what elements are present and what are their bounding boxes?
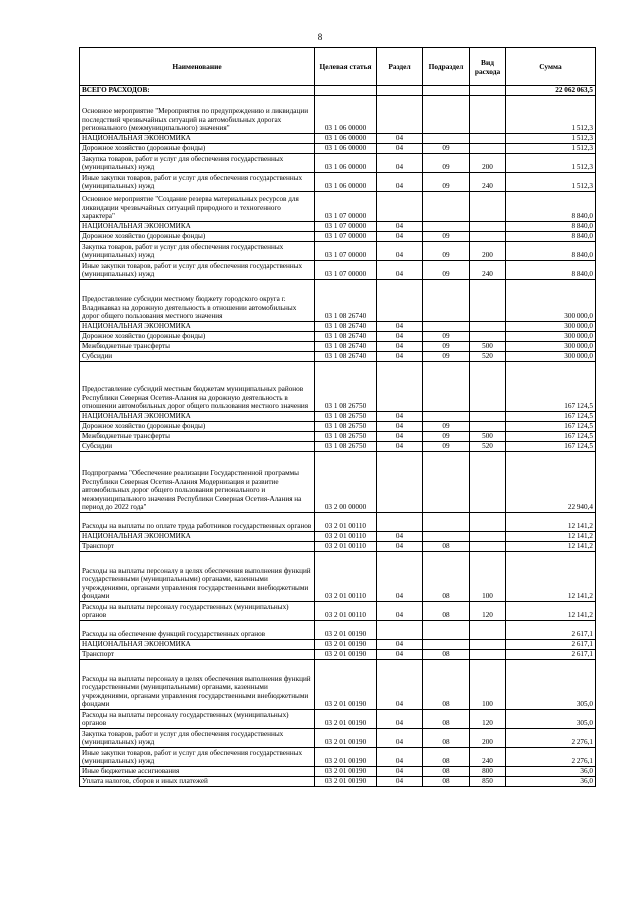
cell-name: Субсидии xyxy=(80,352,315,362)
cell-podrazdel xyxy=(423,134,470,144)
cell-sum: 1 512,3 xyxy=(506,173,596,192)
table-row xyxy=(80,542,596,552)
cell-vid: 240 xyxy=(470,173,506,192)
cell-name: Расходы на выплаты персоналу государственных (муниципальных) органов xyxy=(80,602,315,621)
cell-podrazdel xyxy=(423,640,470,650)
table-row xyxy=(80,532,596,542)
cell-razdel: 04 xyxy=(377,748,423,767)
table-row xyxy=(80,442,596,452)
cell-sum: 300 000,0 xyxy=(506,352,596,362)
cell-name: Дорожное хозяйство (дорожные фонды) xyxy=(80,232,315,242)
header-razdel: Раздел xyxy=(377,48,423,86)
cell-razdel: 04 xyxy=(377,432,423,442)
cell-razdel: 04 xyxy=(377,154,423,173)
cell-sum: 300 000,0 xyxy=(506,332,596,342)
cell-podrazdel xyxy=(423,96,470,134)
cell-code: 03 2 01 00110 xyxy=(315,602,377,621)
table-row xyxy=(80,96,596,134)
table-row xyxy=(80,513,596,532)
cell-code: 03 1 07 00000 xyxy=(315,192,377,222)
cell-podrazdel: 08 xyxy=(423,650,470,660)
cell-podrazdel: 08 xyxy=(423,777,470,787)
cell-code: 03 2 01 00190 xyxy=(315,660,377,710)
cell-vid xyxy=(470,412,506,422)
cell-code: 03 2 01 00110 xyxy=(315,552,377,602)
cell-name: Расходы на выплаты персоналу в целях обеспечения выполнения функций государственными (муниципальными) органами, казенными учреждениями, органами управления государственными внебюджетными фондами xyxy=(80,660,315,710)
table-row xyxy=(80,452,596,513)
cell-razdel: 04 xyxy=(377,222,423,232)
cell-name: НАЦИОНАЛЬНАЯ ЭКОНОМИКА xyxy=(80,640,315,650)
cell-sum: 305,0 xyxy=(506,660,596,710)
cell-name: Межбюджетные трансферты xyxy=(80,342,315,352)
header-code: Целевая статья xyxy=(315,48,377,86)
cell-razdel: 04 xyxy=(377,729,423,748)
cell-podrazdel: 09 xyxy=(423,173,470,192)
cell-razdel xyxy=(377,621,423,640)
cell-vid xyxy=(470,222,506,232)
cell-vid xyxy=(470,542,506,552)
cell-code: 03 1 06 00000 xyxy=(315,96,377,134)
table-body xyxy=(80,86,596,787)
cell-podrazdel xyxy=(423,86,470,96)
cell-vid xyxy=(470,144,506,154)
cell-code: 03 2 01 00190 xyxy=(315,650,377,660)
cell-razdel: 04 xyxy=(377,602,423,621)
cell-razdel: 04 xyxy=(377,412,423,422)
cell-podrazdel xyxy=(423,192,470,222)
cell-podrazdel: 09 xyxy=(423,154,470,173)
table-row xyxy=(80,767,596,777)
table-row xyxy=(80,660,596,710)
cell-vid xyxy=(470,650,506,660)
cell-vid xyxy=(470,232,506,242)
cell-razdel: 04 xyxy=(377,134,423,144)
cell-razdel: 04 xyxy=(377,542,423,552)
cell-podrazdel xyxy=(423,452,470,513)
cell-vid: 200 xyxy=(470,729,506,748)
cell-sum: 167 124,5 xyxy=(506,432,596,442)
cell-code: 03 2 01 00190 xyxy=(315,710,377,729)
cell-code: 03 2 01 00110 xyxy=(315,513,377,532)
cell-vid: 240 xyxy=(470,748,506,767)
table-row xyxy=(80,86,596,96)
cell-sum: 36,0 xyxy=(506,767,596,777)
cell-podrazdel: 09 xyxy=(423,232,470,242)
cell-sum: 12 141,2 xyxy=(506,532,596,542)
cell-razdel: 04 xyxy=(377,342,423,352)
cell-vid xyxy=(470,192,506,222)
cell-name: НАЦИОНАЛЬНАЯ ЭКОНОМИКА xyxy=(80,222,315,232)
cell-podrazdel: 09 xyxy=(423,332,470,342)
cell-code: 03 2 01 00190 xyxy=(315,777,377,787)
cell-podrazdel xyxy=(423,322,470,332)
cell-name: Основное мероприятие "Создание резерва материальных ресурсов для ликвидации чрезвычайных ситуаций природного и техногенного характера" xyxy=(80,192,315,222)
cell-razdel: 04 xyxy=(377,242,423,261)
cell-razdel: 04 xyxy=(377,552,423,602)
cell-razdel xyxy=(377,86,423,96)
cell-razdel xyxy=(377,96,423,134)
cell-sum: 36,0 xyxy=(506,777,596,787)
cell-name: Расходы на выплаты персоналу государственных (муниципальных) органов xyxy=(80,710,315,729)
cell-sum: 167 124,5 xyxy=(506,422,596,432)
cell-name: НАЦИОНАЛЬНАЯ ЭКОНОМИКА xyxy=(80,412,315,422)
cell-vid xyxy=(470,513,506,532)
table-header-row xyxy=(80,48,596,86)
table-row xyxy=(80,422,596,432)
cell-name: Субсидии xyxy=(80,442,315,452)
cell-code: 03 1 07 00000 xyxy=(315,222,377,232)
cell-code: 03 1 06 00000 xyxy=(315,173,377,192)
table-row xyxy=(80,621,596,640)
cell-vid xyxy=(470,532,506,542)
cell-podrazdel: 09 xyxy=(423,242,470,261)
cell-podrazdel xyxy=(423,222,470,232)
cell-razdel: 04 xyxy=(377,532,423,542)
cell-podrazdel: 09 xyxy=(423,442,470,452)
cell-vid xyxy=(470,280,506,322)
cell-sum: 8 840,0 xyxy=(506,232,596,242)
cell-sum: 12 141,2 xyxy=(506,513,596,532)
cell-code: 03 1 06 00000 xyxy=(315,154,377,173)
cell-sum: 8 840,0 xyxy=(506,222,596,232)
cell-name: Подпрограмма "Обеспечение реализации Государственной программы Республики Северная Осетия-Алания Модернизация и развитие автомобильных дорог общего пользования регионального и межмуниципального значения Республики Северная Осетия-Алания на период до 2022 года" xyxy=(80,452,315,513)
table-row xyxy=(80,144,596,154)
cell-razdel: 04 xyxy=(377,232,423,242)
table-row xyxy=(80,332,596,342)
cell-code: 03 2 01 00190 xyxy=(315,621,377,640)
cell-vid: 500 xyxy=(470,342,506,352)
cell-code: 03 1 08 26740 xyxy=(315,342,377,352)
cell-code: 03 1 08 26750 xyxy=(315,442,377,452)
header-podrazdel: Подраздел xyxy=(423,48,470,86)
cell-sum: 1 512,3 xyxy=(506,96,596,134)
cell-podrazdel: 09 xyxy=(423,432,470,442)
table-row xyxy=(80,650,596,660)
cell-podrazdel: 09 xyxy=(423,342,470,352)
cell-name: Предоставление субсидий местным бюджетам муниципальных районов Республики Северная Осетия-Алания на дорожную деятельность в отношении автомобильных дорог общего пользования местного значения xyxy=(80,362,315,412)
cell-vid xyxy=(470,362,506,412)
cell-code: 03 1 08 26750 xyxy=(315,362,377,412)
cell-code: 03 1 08 26750 xyxy=(315,422,377,432)
cell-podrazdel xyxy=(423,513,470,532)
table-row xyxy=(80,777,596,787)
cell-vid: 500 xyxy=(470,432,506,442)
cell-vid: 520 xyxy=(470,442,506,452)
cell-razdel: 04 xyxy=(377,332,423,342)
table-row xyxy=(80,154,596,173)
cell-podrazdel: 09 xyxy=(423,352,470,362)
cell-vid: 200 xyxy=(470,242,506,261)
cell-sum: 12 141,2 xyxy=(506,552,596,602)
cell-vid xyxy=(470,621,506,640)
cell-name: Иные бюджетные ассигнования xyxy=(80,767,315,777)
cell-vid: 850 xyxy=(470,777,506,787)
cell-sum: 22 940,4 xyxy=(506,452,596,513)
cell-podrazdel xyxy=(423,532,470,542)
cell-name: Закупка товаров, работ и услуг для обеспечения государственных (муниципальных) нужд xyxy=(80,729,315,748)
cell-name: Межбюджетные трансферты xyxy=(80,432,315,442)
table-row xyxy=(80,640,596,650)
table-row xyxy=(80,173,596,192)
table-row xyxy=(80,322,596,332)
cell-razdel: 04 xyxy=(377,352,423,362)
cell-podrazdel xyxy=(423,362,470,412)
cell-name: Расходы на обеспечение функций государственных органов xyxy=(80,621,315,640)
cell-podrazdel: 08 xyxy=(423,748,470,767)
cell-podrazdel: 08 xyxy=(423,767,470,777)
cell-name: НАЦИОНАЛЬНАЯ ЭКОНОМИКА xyxy=(80,134,315,144)
table-row xyxy=(80,602,596,621)
cell-sum: 12 141,2 xyxy=(506,602,596,621)
cell-code: 03 1 07 00000 xyxy=(315,261,377,280)
cell-razdel: 04 xyxy=(377,710,423,729)
cell-vid xyxy=(470,332,506,342)
cell-razdel: 04 xyxy=(377,777,423,787)
cell-name: Дорожное хозяйство (дорожные фонды) xyxy=(80,144,315,154)
cell-sum: 2 617,1 xyxy=(506,621,596,640)
table-row xyxy=(80,261,596,280)
cell-code: 03 1 08 26750 xyxy=(315,432,377,442)
table-row xyxy=(80,280,596,322)
cell-razdel: 04 xyxy=(377,640,423,650)
cell-code: 03 2 01 00190 xyxy=(315,748,377,767)
cell-sum: 12 141,2 xyxy=(506,542,596,552)
cell-podrazdel: 08 xyxy=(423,602,470,621)
cell-podrazdel: 09 xyxy=(423,422,470,432)
cell-vid xyxy=(470,86,506,96)
cell-name: Транспорт xyxy=(80,650,315,660)
cell-razdel xyxy=(377,280,423,322)
cell-sum: 167 124,5 xyxy=(506,412,596,422)
cell-name: Транспорт xyxy=(80,542,315,552)
cell-vid: 200 xyxy=(470,154,506,173)
cell-podrazdel: 08 xyxy=(423,542,470,552)
cell-sum: 8 840,0 xyxy=(506,192,596,222)
cell-name: Предоставление субсидии местному бюджету городского округа г. Владикавказ на дорожную деятельность в отношении автомобильных дорог общего пользования местного значения xyxy=(80,280,315,322)
cell-code: 03 1 07 00000 xyxy=(315,242,377,261)
cell-sum: 1 512,3 xyxy=(506,154,596,173)
cell-name: НАЦИОНАЛЬНАЯ ЭКОНОМИКА xyxy=(80,532,315,542)
table-row xyxy=(80,342,596,352)
cell-code: 03 2 01 00110 xyxy=(315,532,377,542)
cell-razdel: 04 xyxy=(377,660,423,710)
cell-name: Иные закупки товаров, работ и услуг для обеспечения государственных (муниципальных) нужд xyxy=(80,748,315,767)
cell-code: 03 2 01 00190 xyxy=(315,640,377,650)
table-row xyxy=(80,432,596,442)
cell-sum: 167 124,5 xyxy=(506,442,596,452)
cell-podrazdel xyxy=(423,280,470,322)
cell-razdel: 04 xyxy=(377,144,423,154)
table-row xyxy=(80,242,596,261)
cell-code: 03 1 08 26740 xyxy=(315,332,377,342)
cell-razdel xyxy=(377,362,423,412)
cell-sum: 2 276,1 xyxy=(506,729,596,748)
cell-name: НАЦИОНАЛЬНАЯ ЭКОНОМИКА xyxy=(80,322,315,332)
cell-code: 03 1 06 00000 xyxy=(315,144,377,154)
header-sum: Сумма xyxy=(506,48,596,86)
cell-razdel: 04 xyxy=(377,767,423,777)
cell-vid: 240 xyxy=(470,261,506,280)
table-row xyxy=(80,192,596,222)
cell-name: Расходы на выплаты персоналу в целях обеспечения выполнения функций государственными (муниципальными) органами, казенными учреждениями, органами управления государственными внебюджетными фондами xyxy=(80,552,315,602)
cell-sum: 167 124,5 xyxy=(506,362,596,412)
table-row xyxy=(80,710,596,729)
cell-code: 03 2 01 00110 xyxy=(315,542,377,552)
header-vid: Вид расхода xyxy=(470,48,506,86)
cell-name: Иные закупки товаров, работ и услуг для обеспечения государственных (муниципальных) нужд xyxy=(80,173,315,192)
cell-vid xyxy=(470,134,506,144)
cell-code xyxy=(315,86,377,96)
cell-vid xyxy=(470,422,506,432)
cell-podrazdel: 09 xyxy=(423,144,470,154)
cell-sum: 300 000,0 xyxy=(506,280,596,322)
cell-code: 03 1 08 26750 xyxy=(315,412,377,422)
cell-name: ВСЕГО РАСХОДОВ: xyxy=(80,86,315,96)
cell-sum: 8 840,0 xyxy=(506,242,596,261)
header-name: Наименование xyxy=(80,48,315,86)
cell-code: 03 2 00 00000 xyxy=(315,452,377,513)
cell-podrazdel xyxy=(423,412,470,422)
cell-vid: 100 xyxy=(470,552,506,602)
cell-razdel: 04 xyxy=(377,322,423,332)
cell-sum: 2 617,1 xyxy=(506,650,596,660)
cell-vid xyxy=(470,96,506,134)
cell-vid: 800 xyxy=(470,767,506,777)
table-row xyxy=(80,729,596,748)
cell-code: 03 2 01 00190 xyxy=(315,767,377,777)
table-row xyxy=(80,352,596,362)
cell-vid: 100 xyxy=(470,660,506,710)
cell-code: 03 1 07 00000 xyxy=(315,232,377,242)
cell-sum: 305,0 xyxy=(506,710,596,729)
cell-razdel: 04 xyxy=(377,650,423,660)
cell-sum: 2 276,1 xyxy=(506,748,596,767)
cell-podrazdel: 08 xyxy=(423,660,470,710)
cell-razdel: 04 xyxy=(377,442,423,452)
cell-code: 03 1 08 26740 xyxy=(315,352,377,362)
cell-name: Расходы на выплаты по оплате труда работников государственных органов xyxy=(80,513,315,532)
cell-razdel: 04 xyxy=(377,173,423,192)
cell-code: 03 1 06 00000 xyxy=(315,134,377,144)
cell-podrazdel xyxy=(423,621,470,640)
cell-sum: 300 000,0 xyxy=(506,322,596,332)
table-row xyxy=(80,748,596,767)
cell-razdel: 04 xyxy=(377,422,423,432)
cell-podrazdel: 08 xyxy=(423,710,470,729)
cell-name: Уплата налогов, сборов и иных платежей xyxy=(80,777,315,787)
cell-code: 03 1 08 26740 xyxy=(315,322,377,332)
cell-name: Иные закупки товаров, работ и услуг для обеспечения государственных (муниципальных) нужд xyxy=(80,261,315,280)
cell-vid xyxy=(470,452,506,513)
table-row xyxy=(80,134,596,144)
cell-vid: 520 xyxy=(470,352,506,362)
cell-razdel xyxy=(377,452,423,513)
table-row xyxy=(80,552,596,602)
cell-name: Закупка товаров, работ и услуг для обеспечения государственных (муниципальных) нужд xyxy=(80,242,315,261)
cell-podrazdel: 08 xyxy=(423,552,470,602)
cell-sum: 1 512,3 xyxy=(506,134,596,144)
table-row xyxy=(80,362,596,412)
cell-code: 03 1 08 26740 xyxy=(315,280,377,322)
cell-razdel xyxy=(377,192,423,222)
table-row xyxy=(80,232,596,242)
table-row xyxy=(80,222,596,232)
cell-vid: 120 xyxy=(470,602,506,621)
cell-sum: 2 617,1 xyxy=(506,640,596,650)
cell-code: 03 2 01 00190 xyxy=(315,729,377,748)
cell-vid xyxy=(470,640,506,650)
cell-sum: 22 062 063,5 xyxy=(506,86,596,96)
cell-name: Дорожное хозяйство (дорожные фонды) xyxy=(80,422,315,432)
cell-podrazdel: 09 xyxy=(423,261,470,280)
cell-vid: 120 xyxy=(470,710,506,729)
cell-vid xyxy=(470,322,506,332)
cell-sum: 1 512,3 xyxy=(506,144,596,154)
cell-sum: 300 000,0 xyxy=(506,342,596,352)
cell-name: Дорожное хозяйство (дорожные фонды) xyxy=(80,332,315,342)
table-row xyxy=(80,412,596,422)
cell-name: Основное мероприятие "Мероприятия по предупреждению и ликвидации последствий чрезвычайных ситуаций на автомобильных дорогах регионального (межмуниципального) значения" xyxy=(80,96,315,134)
cell-podrazdel: 08 xyxy=(423,729,470,748)
page-number: 8 xyxy=(317,32,323,42)
cell-name: Закупка товаров, работ и услуг для обеспечения государственных (муниципальных) нужд xyxy=(80,154,315,173)
budget-table xyxy=(79,47,596,787)
cell-razdel xyxy=(377,513,423,532)
cell-sum: 8 840,0 xyxy=(506,261,596,280)
cell-razdel: 04 xyxy=(377,261,423,280)
